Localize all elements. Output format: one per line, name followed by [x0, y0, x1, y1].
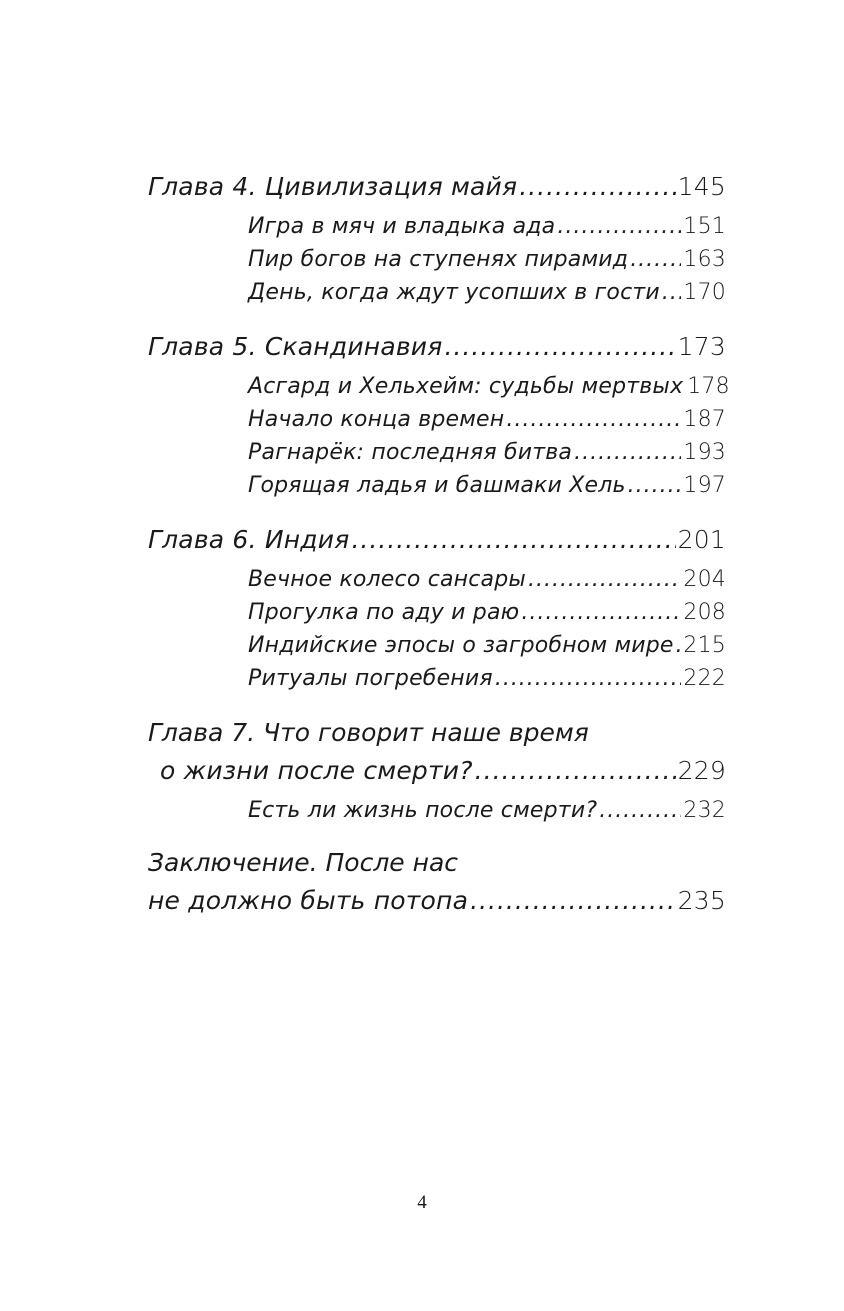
entry-title: Пир богов на ступенях пирамид — [248, 247, 629, 272]
dot-leader — [506, 403, 681, 436]
dot-leader — [444, 328, 675, 366]
page-ref: 173 — [677, 332, 726, 361]
page-ref: 151 — [683, 214, 726, 239]
chapter-7 — [148, 714, 726, 827]
toc-entry[interactable] — [248, 596, 726, 629]
entry-title: Индийские эпосы о загробном мире — [248, 633, 674, 658]
page-ref: 222 — [683, 666, 726, 691]
chapter-6-heading[interactable] — [148, 521, 726, 559]
conclusion-heading[interactable] — [148, 882, 726, 920]
entry-title: День, когда ждут усопших в гости — [248, 280, 660, 305]
page-ref: 178 — [687, 374, 730, 399]
page-ref: 145 — [677, 172, 726, 201]
chapter-5 — [148, 328, 730, 502]
entry-title: Вечное колесо сансары — [248, 567, 526, 592]
toc-entry[interactable] — [248, 563, 726, 596]
dot-leader — [519, 168, 675, 206]
toc-entry[interactable] — [248, 436, 726, 469]
dot-leader — [557, 210, 681, 243]
page-ref: 232 — [683, 798, 726, 823]
page-ref: 193 — [683, 440, 726, 465]
page-number: 4 — [417, 1192, 427, 1213]
toc-entry[interactable] — [248, 629, 726, 662]
page-ref: 163 — [683, 247, 726, 272]
page-ref: 197 — [683, 473, 726, 498]
toc-entry[interactable] — [248, 370, 730, 403]
entry-title: Горящая ладья и башмаки Хель — [248, 473, 626, 498]
page-ref: 215 — [683, 633, 726, 658]
toc-entry[interactable] — [248, 469, 726, 502]
entry-title: Ритуалы погребения — [248, 666, 493, 691]
dot-leader — [495, 662, 682, 695]
chapter-7-sections — [148, 794, 726, 827]
chapter-title: Глава 4. Цивилизация майя — [148, 172, 518, 201]
page-ref: 201 — [677, 525, 726, 554]
page-ref: 187 — [683, 407, 726, 432]
page-ref: 170 — [683, 280, 726, 305]
toc-entry[interactable] — [248, 243, 726, 276]
toc-entry[interactable] — [248, 210, 726, 243]
page-ref: 235 — [677, 886, 726, 915]
chapter-title-line-1[interactable]: Глава 7. Что говорит наше время — [148, 718, 589, 747]
dot-leader — [574, 436, 681, 469]
conclusion-title-line-2: не должно быть потопа — [148, 886, 469, 915]
entry-title: Игра в мяч и владыка ада — [248, 214, 556, 239]
chapter-4 — [148, 168, 726, 309]
conclusion — [148, 844, 726, 920]
chapter-title: Глава 6. Индия — [148, 525, 350, 554]
chapter-7-heading[interactable] — [148, 752, 726, 790]
conclusion-title-line-1[interactable]: Заключение. После нас — [148, 848, 459, 877]
page-ref: 208 — [683, 600, 726, 625]
chapter-title: Глава 5. Скандинавия — [148, 332, 443, 361]
toc-entry[interactable] — [248, 662, 726, 695]
dot-leader — [630, 243, 681, 276]
chapter-4-heading[interactable] — [148, 168, 726, 206]
dot-leader — [528, 563, 681, 596]
chapter-title-line-2: о жизни после смерти? — [160, 756, 473, 785]
dot-leader — [351, 521, 675, 559]
dot-leader — [676, 629, 682, 662]
entry-title: Есть ли жизнь после смерти? — [248, 798, 598, 823]
entry-title: Асгард и Хельхейм: судьбы мертвых — [248, 374, 684, 399]
toc-entry[interactable] — [248, 276, 726, 309]
chapter-4-sections — [148, 210, 726, 309]
chapter-6 — [148, 521, 726, 695]
entry-title: Начало конца времен — [248, 407, 505, 432]
entry-title: Рагнарёк: последняя битва — [248, 440, 573, 465]
dot-leader — [628, 469, 682, 502]
toc-entry[interactable] — [248, 794, 726, 827]
entry-title: Прогулка по аду и раю — [248, 600, 520, 625]
page-ref: 204 — [683, 567, 726, 592]
chapter-5-heading[interactable] — [148, 328, 726, 366]
chapter-6-sections — [148, 563, 726, 695]
dot-leader — [599, 794, 681, 827]
chapter-5-sections — [148, 370, 730, 502]
toc-entry[interactable] — [248, 403, 726, 436]
dot-leader — [662, 276, 682, 309]
page-ref: 229 — [677, 756, 726, 785]
dot-leader — [521, 596, 681, 629]
dot-leader — [475, 752, 676, 790]
dot-leader — [470, 882, 676, 920]
